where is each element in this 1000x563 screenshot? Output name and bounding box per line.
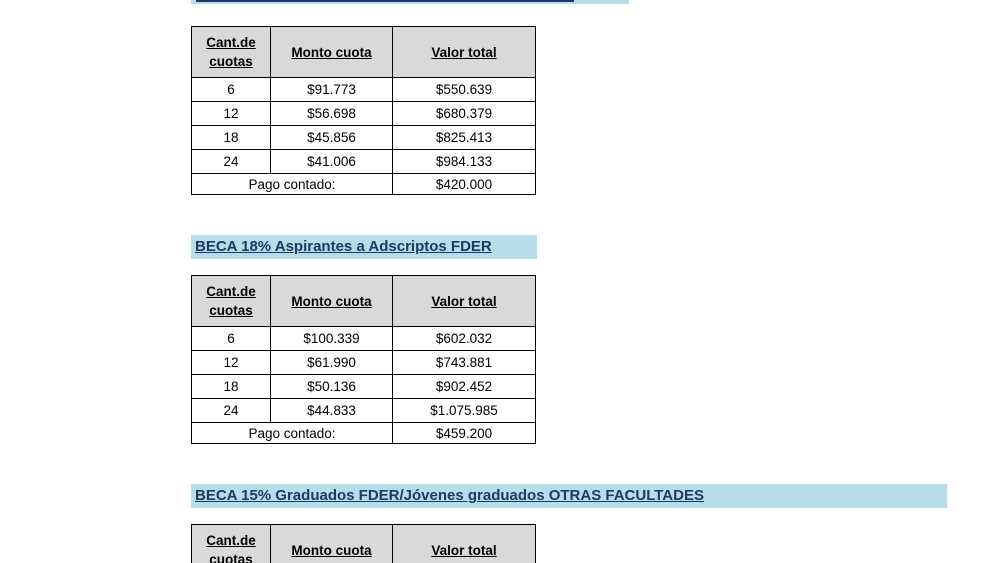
cash-payment-row <box>192 174 536 195</box>
cell-installment-amount: $100.339 <box>271 327 393 351</box>
header-installment-amount: Monto cuota <box>271 525 393 563</box>
cash-payment-value: $420.000 <box>393 174 536 195</box>
table-header-row <box>192 525 536 563</box>
table-row <box>192 102 536 126</box>
cell-total-value: $1.075.985 <box>393 399 536 423</box>
cell-installments: 18 <box>192 126 271 150</box>
header-installments: Cant.de cuotas <box>192 276 271 327</box>
cash-payment-value: $459.200 <box>393 423 536 444</box>
cell-installments: 12 <box>192 351 271 375</box>
header-installments: Cant.de cuotas <box>192 27 271 78</box>
cell-installments: 24 <box>192 399 271 423</box>
cell-installments: 18 <box>192 375 271 399</box>
cell-total-value: $680.379 <box>393 102 536 126</box>
table-row <box>192 375 536 399</box>
cell-installments: 24 <box>192 150 271 174</box>
cell-installment-amount: $45.856 <box>271 126 393 150</box>
table-header-row <box>192 27 536 78</box>
cell-installment-amount: $61.990 <box>271 351 393 375</box>
cell-installments: 12 <box>192 102 271 126</box>
header-total-value: Valor total <box>393 27 536 78</box>
table-row <box>192 351 536 375</box>
cell-installment-amount: $91.773 <box>271 78 393 102</box>
cell-total-value: $602.032 <box>393 327 536 351</box>
cell-total-value: $743.881 <box>393 351 536 375</box>
table-row <box>192 150 536 174</box>
cell-total-value: $825.413 <box>393 126 536 150</box>
table-row <box>192 78 536 102</box>
cell-installment-amount: $41.006 <box>271 150 393 174</box>
fee-table-3 <box>191 524 536 563</box>
cell-total-value: $550.639 <box>393 78 536 102</box>
table-row <box>192 399 536 423</box>
header-installment-amount: Monto cuota <box>271 276 393 327</box>
cell-installments: 6 <box>192 327 271 351</box>
table-row <box>192 126 536 150</box>
cell-total-value: $984.133 <box>393 150 536 174</box>
table-row <box>192 327 536 351</box>
cell-total-value: $902.452 <box>393 375 536 399</box>
section-title-beca-18: BECA 18% Aspirantes a Adscriptos FDER <box>191 235 537 259</box>
header-installment-amount: Monto cuota <box>271 27 393 78</box>
header-total-value: Valor total <box>393 276 536 327</box>
cash-payment-row <box>192 423 536 444</box>
cash-payment-label: Pago contado: <box>192 423 393 444</box>
header-total-value: Valor total <box>393 525 536 563</box>
header-installments: Cant.de cuotas <box>192 525 271 563</box>
table-header-row <box>192 276 536 327</box>
section-title-beca-15: BECA 15% Graduados FDER/Jóvenes graduados OTRAS FACULTADES <box>191 484 947 508</box>
cell-installments: 6 <box>192 78 271 102</box>
cell-installment-amount: $44.833 <box>271 399 393 423</box>
cell-installment-amount: $56.698 <box>271 102 393 126</box>
cash-payment-label: Pago contado: <box>192 174 393 195</box>
cell-installment-amount: $50.136 <box>271 375 393 399</box>
fee-table-2 <box>191 275 536 444</box>
fee-table-1 <box>191 26 536 195</box>
previous-section-title-underline <box>196 0 574 2</box>
